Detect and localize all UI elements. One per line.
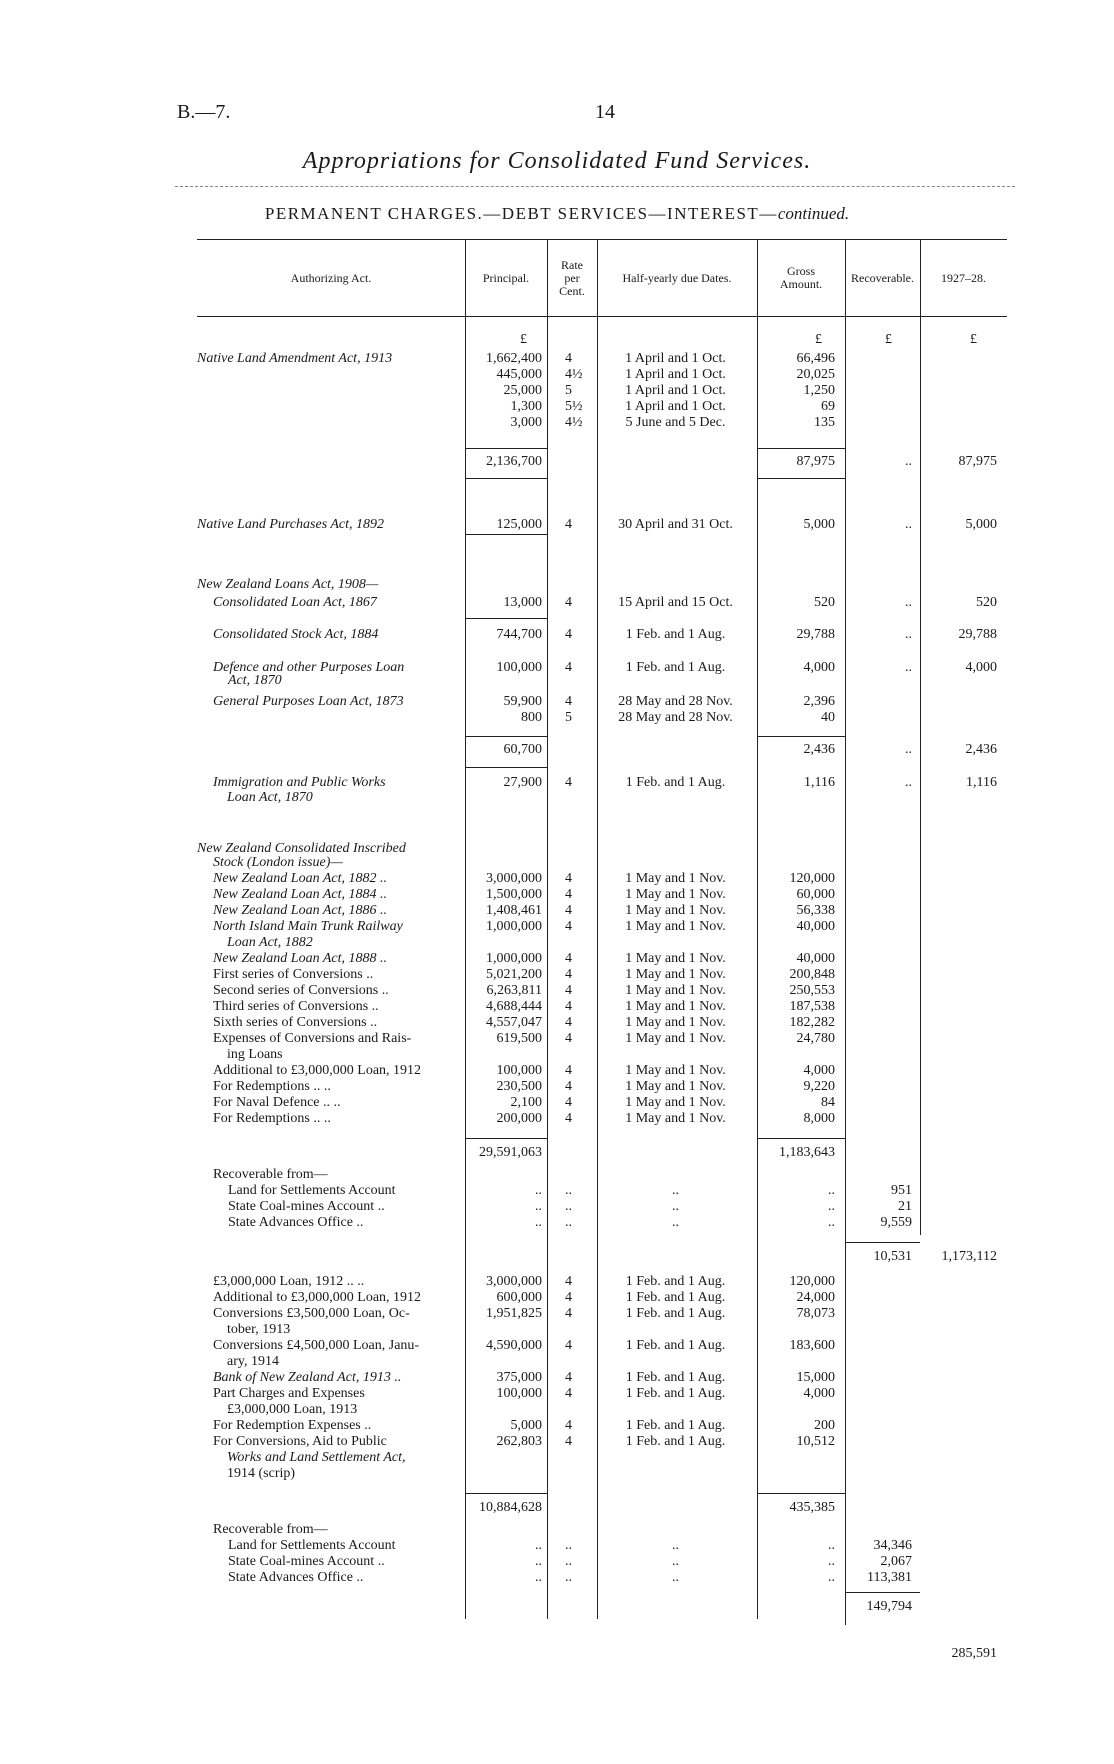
- row-principal: 619,500: [496, 1031, 542, 1046]
- row-rate: 5: [565, 710, 572, 725]
- row-principal: 60,700: [503, 742, 542, 757]
- row-rate: 4: [565, 951, 572, 966]
- row-act: New Zealand Loan Act, 1884 ..: [213, 887, 387, 902]
- row-gross: 40: [821, 710, 835, 725]
- row-dates: 1 May and 1 Nov.: [625, 983, 726, 998]
- row-gross: 9,220: [803, 1079, 835, 1094]
- row-dates: 1 Feb. and 1 Aug.: [625, 775, 726, 790]
- subtotal-rule: [845, 1242, 920, 1243]
- row-principal: 6,263,811: [486, 983, 542, 998]
- row-act: First series of Conversions ..: [213, 967, 374, 982]
- row-rate: ..: [565, 1554, 572, 1569]
- row-act: New Zealand Consolidated Inscribed: [197, 841, 406, 856]
- row-principal: 200,000: [496, 1111, 542, 1126]
- row-rate: 4: [565, 999, 572, 1014]
- row-rate: 4: [565, 871, 572, 886]
- row-gross: 120,000: [789, 1274, 835, 1289]
- row-rate: ..: [565, 1215, 572, 1230]
- row-gross: ..: [828, 1538, 835, 1553]
- row-rate: 4: [565, 1306, 572, 1321]
- row-act: For Redemptions .. ..: [213, 1079, 331, 1094]
- page-number: 14: [595, 101, 615, 123]
- subtotal-rule: [757, 1138, 845, 1139]
- row-act: Native Land Amendment Act, 1913: [197, 351, 393, 366]
- row-recoverable: 113,381: [867, 1570, 912, 1585]
- row-gross: 435,385: [789, 1500, 835, 1515]
- row-gross: 78,073: [796, 1306, 835, 1321]
- row-rate: 4: [565, 1111, 572, 1126]
- row-gross: 10,512: [796, 1434, 835, 1449]
- row-dates: 1 Feb. and 1 Aug.: [625, 1418, 726, 1433]
- subtitle-continued: continued.: [777, 204, 850, 223]
- row-gross: 1,183,643: [779, 1145, 835, 1160]
- row-act: Land for Settlements Account: [228, 1538, 396, 1553]
- row-act: Recoverable from—: [213, 1522, 328, 1537]
- col-header-year: 1927–28.: [941, 271, 986, 285]
- row-rate: 4: [565, 1434, 572, 1449]
- row-rate: 4: [565, 1290, 572, 1305]
- row-principal: 29,591,063: [479, 1145, 542, 1160]
- row-principal: ..: [535, 1183, 542, 1198]
- row-gross: 187,538: [789, 999, 835, 1014]
- row-act: Act, 1870: [228, 673, 282, 688]
- subtotal-rule: [465, 478, 547, 479]
- row-act: £3,000,000 Loan, 1913: [227, 1402, 358, 1417]
- row-gross: 183,600: [789, 1338, 835, 1353]
- row-principal: 10,884,628: [479, 1500, 542, 1515]
- row-recoverable: ..: [905, 454, 912, 469]
- row-act: Consolidated Stock Act, 1884: [213, 627, 379, 642]
- col-header-rate-1: Rate: [561, 258, 583, 272]
- row-act: Additional to £3,000,000 Loan, 1912: [213, 1290, 422, 1305]
- row-act: Loan Act, 1882: [227, 935, 313, 950]
- row-year: 5,000: [965, 517, 997, 532]
- row-rate: 4: [565, 595, 572, 610]
- subtotal-rule: [465, 448, 547, 449]
- row-act: Recoverable from—: [213, 1167, 328, 1182]
- row-rate: 4½: [565, 415, 583, 430]
- row-recoverable: 9,559: [880, 1215, 912, 1230]
- subtotal-rule: [465, 1138, 547, 1139]
- subtitle-main: PERMANENT CHARGES.—DEBT SERVICES—INTEREST—: [264, 204, 778, 223]
- row-rate: ..: [565, 1570, 572, 1585]
- row-principal: 2,100: [510, 1095, 542, 1110]
- col-header-gross-1: Gross: [786, 264, 815, 278]
- row-principal: 100,000: [496, 1386, 542, 1401]
- row-recoverable: ..: [905, 660, 912, 675]
- row-act: New Zealand Loan Act, 1882 ..: [213, 871, 387, 886]
- row-recoverable: 34,346: [873, 1538, 912, 1553]
- row-principal: 100,000: [496, 1063, 542, 1078]
- row-principal: 230,500: [496, 1079, 542, 1094]
- row-dates: 1 May and 1 Nov.: [625, 871, 726, 886]
- row-recoverable: 951: [891, 1183, 912, 1198]
- row-gross: 182,282: [789, 1015, 835, 1030]
- row-principal: ..: [535, 1199, 542, 1214]
- row-year: 1,116: [966, 775, 997, 790]
- row-dates: 1 May and 1 Nov.: [625, 999, 726, 1014]
- row-rate: 4: [565, 1418, 572, 1433]
- row-dates: 1 May and 1 Nov.: [625, 967, 726, 982]
- row-act: 1914 (scrip): [227, 1466, 296, 1481]
- row-dates: 1 May and 1 Nov.: [625, 1031, 726, 1046]
- row-gross: 40,000: [796, 919, 835, 934]
- row-dates: 1 April and 1 Oct.: [625, 383, 726, 398]
- subtotal-rule: [465, 1493, 547, 1494]
- subtotal-rule: [757, 736, 845, 737]
- row-act: Expenses of Conversions and Rais-: [213, 1031, 412, 1046]
- row-act: State Coal-mines Account ..: [228, 1554, 385, 1569]
- row-principal: 59,900: [503, 694, 542, 709]
- row-rate: 4: [565, 887, 572, 902]
- row-principal: 600,000: [496, 1290, 542, 1305]
- row-gross: 200: [814, 1418, 835, 1433]
- row-gross: 520: [814, 595, 835, 610]
- row-gross: ..: [828, 1199, 835, 1214]
- row-act: New Zealand Loans Act, 1908—: [197, 577, 379, 592]
- section-subtitle: [0, 204, 1114, 224]
- row-dates: 1 May and 1 Nov.: [625, 1079, 726, 1094]
- row-year: 29,788: [958, 627, 997, 642]
- row-act: North Island Main Trunk Railway: [213, 919, 403, 934]
- row-dates: 1 Feb. and 1 Aug.: [625, 660, 726, 675]
- row-dates: 1 Feb. and 1 Aug.: [625, 1274, 726, 1289]
- row-act: General Purposes Loan Act, 1873: [213, 694, 404, 709]
- row-act: ary, 1914: [227, 1354, 279, 1369]
- col-header-recoverable: Recoverable.: [851, 271, 914, 285]
- row-act: ing Loans: [227, 1047, 283, 1062]
- row-gross: 24,000: [796, 1290, 835, 1305]
- row-principal: 744,700: [496, 627, 542, 642]
- subtotal-rule: [465, 767, 547, 768]
- row-principal: 262,803: [496, 1434, 542, 1449]
- row-recoverable: 149,794: [866, 1599, 912, 1614]
- row-dates: 1 Feb. and 1 Aug.: [625, 1434, 726, 1449]
- row-dates: 1 May and 1 Nov.: [625, 1063, 726, 1078]
- row-gross: 250,553: [789, 983, 835, 998]
- row-principal: ..: [535, 1570, 542, 1585]
- row-act: For Naval Defence .. ..: [213, 1095, 341, 1110]
- row-act: Consolidated Loan Act, 1867: [213, 595, 377, 610]
- row-act: State Advances Office ..: [228, 1570, 364, 1585]
- row-rate: 4: [565, 1063, 572, 1078]
- row-recoverable: ..: [905, 595, 912, 610]
- row-principal: 1,000,000: [486, 919, 542, 934]
- row-dates: 1 Feb. and 1 Aug.: [625, 1386, 726, 1401]
- row-act: Stock (London issue)—: [213, 855, 343, 870]
- row-recoverable: 21: [898, 1199, 912, 1214]
- row-dates: ..: [672, 1215, 679, 1230]
- row-principal: ..: [535, 1554, 542, 1569]
- col-header-act: Authorizing Act.: [290, 271, 372, 285]
- row-act: For Conversions, Aid to Public: [213, 1434, 387, 1449]
- table-top-rule: [197, 239, 1007, 240]
- row-principal: ..: [535, 1538, 542, 1553]
- row-rate: 4: [565, 919, 572, 934]
- row-dates: 1 Feb. and 1 Aug.: [625, 1306, 726, 1321]
- row-rate: ..: [565, 1538, 572, 1553]
- row-year: 4,000: [965, 660, 997, 675]
- row-gross: ..: [828, 1570, 835, 1585]
- recoverable-currency-symbol: £: [885, 332, 892, 347]
- row-act: Native Land Purchases Act, 1892: [197, 517, 385, 532]
- row-principal: 3,000: [510, 415, 542, 430]
- row-act: Conversions £4,500,000 Loan, Janu-: [213, 1338, 420, 1353]
- row-rate: 5: [565, 383, 572, 398]
- row-dates: ..: [672, 1199, 679, 1214]
- subtotal-rule: [757, 448, 845, 449]
- row-rate: 4: [565, 627, 572, 642]
- row-gross: 84: [821, 1095, 835, 1110]
- row-principal: 1,951,825: [486, 1306, 542, 1321]
- row-gross: 135: [814, 415, 835, 430]
- row-dates: 28 May and 28 Nov.: [618, 710, 733, 725]
- row-rate: 5½: [565, 399, 583, 414]
- row-rate: 4: [565, 775, 572, 790]
- row-dates: 1 May and 1 Nov.: [625, 1015, 726, 1030]
- row-dates: 1 May and 1 Nov.: [625, 1095, 726, 1110]
- subtotal-rule: [465, 736, 547, 737]
- row-gross: 1,250: [803, 383, 835, 398]
- row-act: Land for Settlements Account: [228, 1183, 396, 1198]
- row-recoverable: ..: [905, 627, 912, 642]
- row-act: £3,000,000 Loan, 1912 .. ..: [213, 1274, 365, 1289]
- row-gross: 2,436: [803, 742, 835, 757]
- row-principal: 445,000: [496, 367, 542, 382]
- principal-currency-symbol: £: [520, 332, 527, 347]
- row-act: Second series of Conversions ..: [213, 983, 389, 998]
- row-year: 520: [976, 595, 997, 610]
- row-principal: 375,000: [496, 1370, 542, 1385]
- row-principal: 27,900: [503, 775, 542, 790]
- row-rate: 4: [565, 1386, 572, 1401]
- row-gross: 87,975: [796, 454, 835, 469]
- row-principal: 125,000: [496, 517, 542, 532]
- row-principal: 100,000: [496, 660, 542, 675]
- page-title: Appropriations for Consolidated Fund Services.: [302, 148, 812, 174]
- column-rule: [547, 239, 548, 1619]
- row-principal: 4,688,444: [486, 999, 542, 1014]
- row-principal: 4,557,047: [486, 1015, 542, 1030]
- col-header-gross: [757, 265, 845, 291]
- row-rate: 4: [565, 351, 572, 366]
- subtotal-rule: [757, 478, 845, 479]
- row-act: Immigration and Public Works: [213, 775, 386, 790]
- row-gross: 15,000: [796, 1370, 835, 1385]
- row-recoverable: ..: [905, 775, 912, 790]
- row-principal: 13,000: [503, 595, 542, 610]
- row-act: State Advances Office ..: [228, 1215, 364, 1230]
- row-dates: 1 Feb. and 1 Aug.: [625, 627, 726, 642]
- row-dates: 1 May and 1 Nov.: [625, 903, 726, 918]
- row-act: Defence and other Purposes Loan: [213, 660, 405, 675]
- row-principal: 1,408,461: [486, 903, 542, 918]
- row-gross: 120,000: [789, 871, 835, 886]
- row-rate: 4: [565, 1338, 572, 1353]
- row-rate: ..: [565, 1183, 572, 1198]
- row-year: 285,591: [951, 1646, 997, 1661]
- row-principal: 1,662,400: [486, 351, 542, 366]
- row-rate: 4: [565, 1079, 572, 1094]
- subtotal-rule: [757, 1493, 845, 1494]
- col-header-rate-2: per: [564, 271, 580, 285]
- row-gross: 69: [821, 399, 835, 414]
- row-act: State Coal-mines Account ..: [228, 1199, 385, 1214]
- row-principal: 1,000,000: [486, 951, 542, 966]
- row-rate: 4: [565, 694, 572, 709]
- row-dates: 1 April and 1 Oct.: [625, 399, 726, 414]
- row-rate: 4: [565, 1031, 572, 1046]
- row-gross: 4,000: [803, 1386, 835, 1401]
- col-header-gross-2: Amount.: [779, 277, 823, 291]
- row-rate: 4: [565, 660, 572, 675]
- col-header-rate: [547, 259, 597, 298]
- row-rate: 4: [565, 1095, 572, 1110]
- row-gross: 200,848: [789, 967, 835, 982]
- row-act: Part Charges and Expenses: [213, 1386, 365, 1401]
- row-dates: 5 June and 5 Dec.: [625, 415, 726, 430]
- header-bottom-rule: [197, 316, 1007, 317]
- row-principal: 5,021,200: [486, 967, 542, 982]
- row-principal: 3,000,000: [486, 1274, 542, 1289]
- row-dates: ..: [672, 1538, 679, 1553]
- row-gross: 1,116: [804, 775, 835, 790]
- column-rule: [920, 239, 921, 1235]
- row-rate: 4: [565, 1274, 572, 1289]
- column-rule: [845, 239, 846, 1625]
- row-dates: 15 April and 15 Oct.: [618, 595, 733, 610]
- row-dates: ..: [672, 1554, 679, 1569]
- row-principal: 4,590,000: [486, 1338, 542, 1353]
- row-act: tober, 1913: [227, 1322, 291, 1337]
- row-dates: 1 May and 1 Nov.: [625, 951, 726, 966]
- row-rate: 4: [565, 1370, 572, 1385]
- row-gross: ..: [828, 1215, 835, 1230]
- row-year: 1,173,112: [941, 1249, 997, 1264]
- col-header-principal: Principal.: [482, 271, 530, 285]
- row-dates: 1 May and 1 Nov.: [625, 887, 726, 902]
- row-dates: 1 May and 1 Nov.: [625, 1111, 726, 1126]
- row-recoverable: ..: [905, 517, 912, 532]
- row-rate: ..: [565, 1199, 572, 1214]
- row-rate: 4: [565, 983, 572, 998]
- row-recoverable: 2,067: [880, 1554, 912, 1569]
- row-dates: ..: [672, 1570, 679, 1585]
- row-dates: 1 May and 1 Nov.: [625, 919, 726, 934]
- title-divider: [175, 186, 1015, 187]
- row-dates: 1 Feb. and 1 Aug.: [625, 1290, 726, 1305]
- row-gross: 40,000: [796, 951, 835, 966]
- row-year: 87,975: [958, 454, 997, 469]
- row-recoverable: ..: [905, 742, 912, 757]
- row-rate: 4: [565, 967, 572, 982]
- row-act: Sixth series of Conversions ..: [213, 1015, 378, 1030]
- row-principal: 800: [521, 710, 542, 725]
- row-act: New Zealand Loan Act, 1888 ..: [213, 951, 387, 966]
- row-act: Conversions £3,500,000 Loan, Oc-: [213, 1306, 410, 1321]
- row-act: Third series of Conversions ..: [213, 999, 379, 1014]
- row-rate: 4: [565, 517, 572, 532]
- row-act: Bank of New Zealand Act, 1913 ..: [213, 1370, 402, 1385]
- subtotal-rule: [465, 534, 547, 535]
- report-code: B.—7.: [177, 101, 231, 123]
- row-rate: 4: [565, 903, 572, 918]
- row-recoverable: 10,531: [873, 1249, 912, 1264]
- row-act: Loan Act, 1870: [227, 790, 313, 805]
- row-gross: ..: [828, 1183, 835, 1198]
- row-act: Additional to £3,000,000 Loan, 1912: [213, 1063, 422, 1078]
- row-gross: 56,338: [796, 903, 835, 918]
- row-principal: ..: [535, 1215, 542, 1230]
- gross-currency-symbol: £: [815, 332, 822, 347]
- row-gross: 4,000: [803, 660, 835, 675]
- row-gross: ..: [828, 1554, 835, 1569]
- subtotal-rule: [845, 1592, 920, 1593]
- row-gross: 4,000: [803, 1063, 835, 1078]
- row-dates: 1 April and 1 Oct.: [625, 367, 726, 382]
- row-gross: 29,788: [796, 627, 835, 642]
- row-principal: 3,000,000: [486, 871, 542, 886]
- row-rate: 4½: [565, 367, 583, 382]
- col-header-dates: Half-yearly due Dates.: [622, 271, 732, 285]
- row-gross: 66,496: [796, 351, 835, 366]
- row-principal: 25,000: [503, 383, 542, 398]
- row-gross: 8,000: [803, 1111, 835, 1126]
- row-rate: 4: [565, 1015, 572, 1030]
- row-gross: 2,396: [803, 694, 835, 709]
- row-act: New Zealand Loan Act, 1886 ..: [213, 903, 387, 918]
- row-dates: 1 Feb. and 1 Aug.: [625, 1338, 726, 1353]
- row-dates: 30 April and 31 Oct.: [618, 517, 733, 532]
- row-act: Works and Land Settlement Act,: [227, 1450, 406, 1465]
- row-dates: ..: [672, 1183, 679, 1198]
- row-gross: 60,000: [796, 887, 835, 902]
- subtotal-rule: [465, 618, 547, 619]
- row-principal: 5,000: [510, 1418, 542, 1433]
- row-principal: 1,300: [510, 399, 542, 414]
- row-dates: 1 April and 1 Oct.: [625, 351, 726, 366]
- row-act: For Redemption Expenses ..: [213, 1418, 372, 1433]
- row-dates: 1 Feb. and 1 Aug.: [625, 1370, 726, 1385]
- row-gross: 20,025: [796, 367, 835, 382]
- row-year: 2,436: [965, 742, 997, 757]
- row-gross: 24,780: [796, 1031, 835, 1046]
- year-currency-symbol: £: [970, 332, 977, 347]
- row-act: For Redemptions .. ..: [213, 1111, 331, 1126]
- col-header-rate-3: Cent.: [559, 284, 585, 298]
- row-dates: 28 May and 28 Nov.: [618, 694, 733, 709]
- row-gross: 5,000: [803, 517, 835, 532]
- row-principal: 1,500,000: [486, 887, 542, 902]
- row-principal: 2,136,700: [486, 454, 542, 469]
